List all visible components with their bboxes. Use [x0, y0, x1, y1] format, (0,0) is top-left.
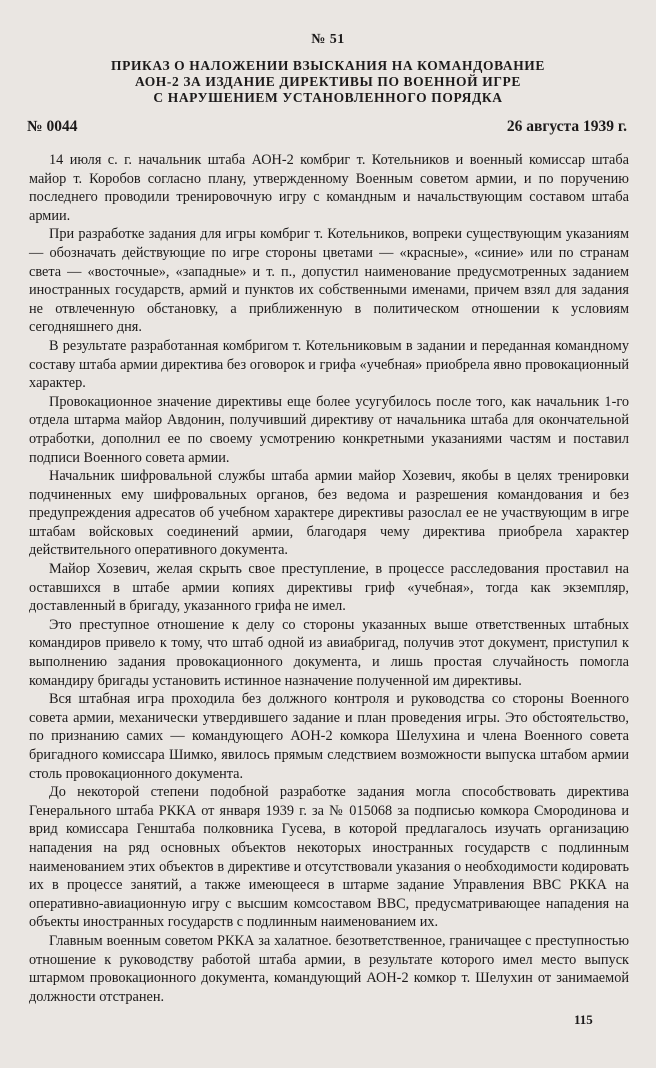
paragraph-1: 14 июля с. г. начальник штаба АОН-2 комбриг т. Котельников и военный комиссар штаба майор т. Коробов согласно плану, утвержденному Военным советом армии, и по поручению последнего проводили тренировочную игру с командным и начальствующим составом штаба армии.: [29, 152, 629, 224]
paragraph-5: Начальник шифровальной службы штаба армии майор Хозевич, якобы в целях тренировки подчиненных ему шифровальных органов, без ведома и разрешения командования и без предупреждения адресатов об учебном характере директивы разослал ее не участвующим в игре штабам войсковых соединений армии, благодаря чему директива приобрела характер действительного оперативного документа.: [29, 468, 629, 559]
order-date: 26 августа 1939 г.: [506, 118, 627, 135]
title-line-3: С НАРУШЕНИЕМ УСТАНОВЛЕННОГО ПОРЯДКА: [153, 90, 503, 105]
document-body: [29, 151, 629, 1006]
title-line-1: ПРИКАЗ О НАЛОЖЕНИИ ВЗЫСКАНИЯ НА КОМАНДОВАНИЕ: [111, 58, 545, 73]
title-line-2: АОН-2 ЗА ИЗДАНИЕ ДИРЕКТИВЫ ПО ВОЕННОЙ ИГРЕ: [135, 74, 521, 89]
paragraph-4: Провокационное значение директивы еще более усугубилось после того, как начальник 1-го отдела штарма майор Авдонин, получивший директиву от начальника штаба для окончательной отработки, дополнил ее по своему усмотрению конкретными указаниями частям и поставил подписи Военного совета армии.: [29, 393, 629, 466]
document-number: № 51: [311, 32, 345, 47]
paragraph-2: При разработке задания для игры комбриг т. Котельников, вопреки существующим указаниям — обозначать действующие по игре стороны цветами — «красные», «синие» или по странам света — «восточные», «западные» и т. п., допустил наименование предусмотренных заданием иностранных государств, армий и пунктов их собственными именами, причем взял для задания не отвлеченную обстановку, а приближенную в политическом отношении к условиям сегодняшнего дня.: [29, 226, 629, 336]
paragraph-6: Майор Хозевич, желая скрыть свое преступление, в процессе расследования проставил на оставшихся в штабе армии копиях директивы гриф «учебная», тогда как экземпляр, доставленный в бригаду, указанного грифа не имел.: [29, 561, 629, 615]
order-number: № 0044: [27, 118, 78, 135]
page-number: 115: [574, 1012, 593, 1027]
paragraph-10: Главным военным советом РККА за халатное. безответственное, граничащее с преступностью отношение к руководству работой штаба армии, в результате которого имел место выпуск штармом провокационного документа, командующий АОН-2 комкор т. Шелухин от занимаемой должности отстранен.: [29, 932, 629, 1005]
paragraph-3: В результате разработанная комбригом т. Котельниковым в задании и переданная командному составу штаба армии директива без оговорок и грифа «учебная» приобрела явно провокационный характер.: [29, 337, 629, 392]
paragraph-9: До некоторой степени подобной разработке задания могла способствовать директива Генерального штаба РККА от января 1939 г. за № 015068 за подписью комкора Смородинова и врид комиссара Генштаба полковника Гусева, в которой предлагалось изучать организацию нападения на ряд основных объектов некоторых иностранных государств с подлинным наименованием этих объектов в директиве и отсутствовали указания о необходимости кодировать их в процессе занятий, а также имеющееся в штарме задание Управления ВВС РККА на оперативно-авиационную игру с высшим комсоставом ВВС, предусматривающее нападения на объекты иностранных государств с подлинным наименованием их.: [29, 784, 629, 931]
paragraph-7: Это преступное отношение к делу со стороны указанных выше ответственных штабных командиров привело к тому, что штаб одной из авиабригад, получив этот документ, приступил к выполнению задания провокационного документа, и лишь простая случайность помогла командиру бригады установить истинное назначение полученной им директивы.: [29, 616, 629, 689]
paragraph-8: Вся штабная игра проходила без должного контроля и руководства со стороны Военного совета армии, механически утвердившего задание и план проведения игры. Это обстоятельство, по признанию самих — командующего АОН-2 комкора Шелухина и члена Военного совета бригадного комиссара Шимко, явилось прямым следствием возможности выпуска штабом армии столь провокационного документа.: [29, 691, 629, 782]
document-title: [0, 58, 656, 106]
